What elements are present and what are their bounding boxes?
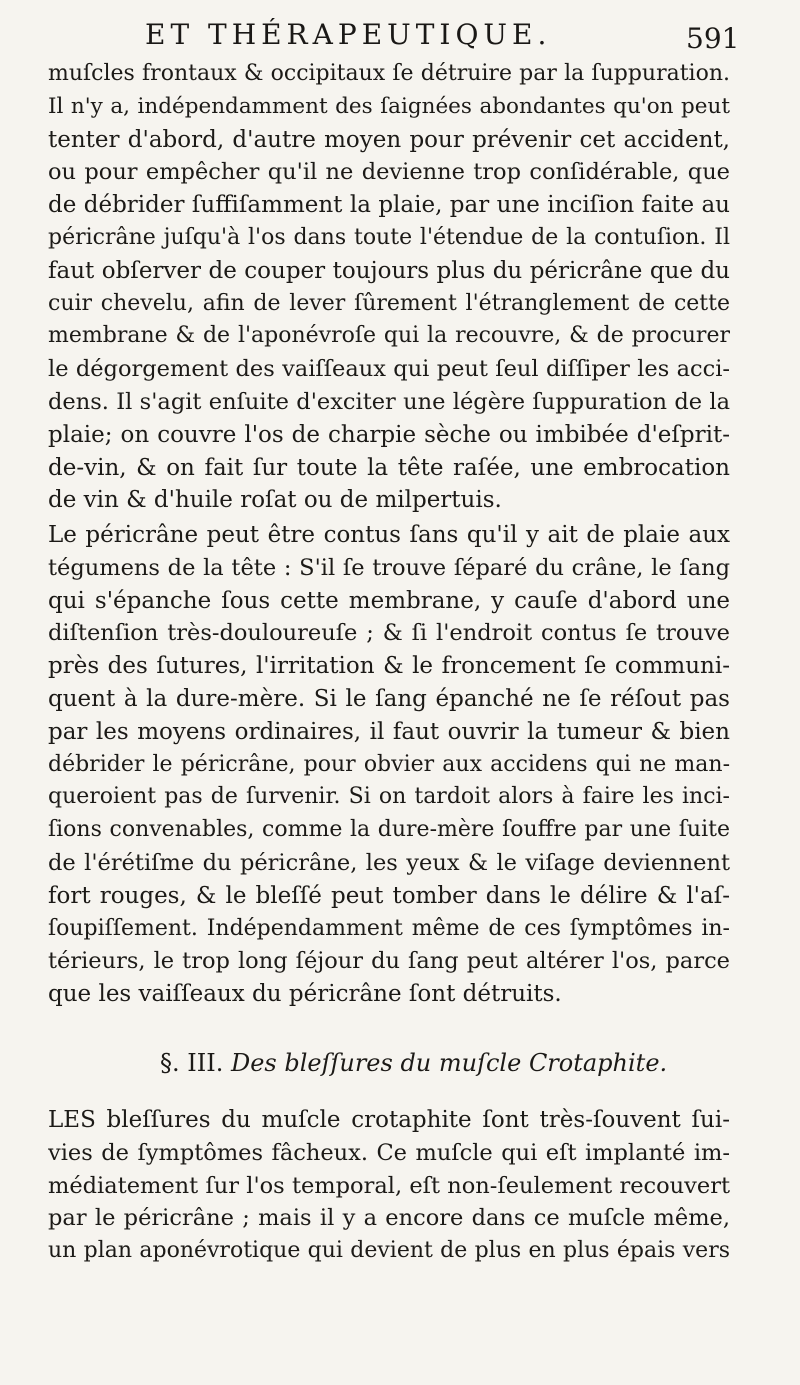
- text-line: que les vaiſſeaux du péricrâne ſont détruits.: [48, 981, 562, 1008]
- text-line: de vin & d'huile roſat ou de milpertuis.: [48, 487, 502, 514]
- text-line: muſcles frontaux & occipitaux ſe détruire par la ſuppuration.: [48, 61, 730, 86]
- text-line: médiatement ſur l'os temporal, eſt non-ſeulement recouvert: [48, 1172, 730, 1199]
- running-title: ET THÉRAPEUTIQUE.: [145, 18, 552, 51]
- section-heading: [160, 1049, 668, 1077]
- text-line: par le péricrâne ; mais il y a encore dans ce muſcle même,: [48, 1205, 730, 1232]
- text-line: de débrider ſuffiſamment la plaie, par une inciſion faite au: [48, 192, 730, 219]
- text-line: LES bleſſures du muſcle crotaphite ſont très-ſouvent ſui-: [48, 1107, 730, 1133]
- text-line: térieurs, le trop long ſéjour du ſang peut altérer l'os, parce: [48, 948, 730, 975]
- text-line: diſtenſion très-douloureuſe ; & ſi l'endroit contus ſe trouve: [48, 620, 730, 647]
- section-number: §. III.: [160, 1049, 224, 1077]
- text-line: de-vin, & on fait ſur toute la tête raſée, une embrocation: [48, 454, 730, 481]
- text-line: de l'érétiſme du péricrâne, les yeux & le viſage deviennent: [48, 849, 730, 876]
- section-title: Des bleſſures du muſcle Crotaphite.: [230, 1049, 668, 1077]
- text-line: près des ſutures, l'irritation & le froncement ſe communi-: [48, 653, 730, 680]
- text-line: tégumens de la tête : S'il ſe trouve ſéparé du crâne, le ſang: [48, 554, 730, 581]
- text-line: un plan aponévrotique qui devient de plus en plus épais vers: [48, 1238, 730, 1264]
- paragraph-3: [48, 1104, 730, 1268]
- text-line: fort rouges, & le bleſſé peut tomber dans le délire & l'aſ-: [48, 882, 730, 909]
- text-line: Il n'y a, indépendamment des ſaignées abondantes qu'on peut: [48, 93, 730, 119]
- text-line: cuir chevelu, afin de lever ſûrement l'étranglement de cette: [48, 290, 730, 316]
- text-line: débrider le péricrâne, pour obvier aux accidens qui ne man-: [48, 751, 730, 777]
- paragraph-2: [48, 519, 730, 1011]
- paragraph-1: [48, 58, 730, 517]
- text-line: ſions convenables, comme la dure-mère ſouffre par une ſuite: [48, 817, 730, 843]
- text-line: queroient pas de ſurvenir. Si on tardoit alors à faire les inci-: [48, 784, 730, 810]
- text-line: Le péricrâne peut être contus ſans qu'il y ait de plaie aux: [48, 522, 730, 548]
- text-line: dens. Il s'agit enſuite d'exciter une légère ſuppuration de la: [48, 388, 730, 415]
- text-line: qui s'épanche ſous cette membrane, y cauſe d'abord une: [48, 587, 730, 614]
- page-number: 591: [686, 22, 740, 55]
- text-line: le dégorgement des vaiſſeaux qui peut ſeul diſſiper les acci-: [48, 356, 730, 383]
- text-line: ſoupiſſement. Indépendamment même de ces ſymptômes in-: [48, 915, 730, 941]
- text-line: faut obſerver de couper toujours plus du péricrâne que du: [48, 257, 730, 284]
- text-line: vies de ſymptômes fâcheux. Ce muſcle qui eſt implanté im-: [48, 1139, 730, 1166]
- text-line: tenter d'abord, d'autre moyen pour prévenir cet accident,: [48, 126, 730, 153]
- text-line: par les moyens ordinaires, il faut ouvrir la tumeur & bien: [48, 718, 730, 745]
- text-line: plaie; on couvre l'os de charpie sèche ou imbibée d'eſprit-: [48, 421, 730, 448]
- text-line: péricrâne juſqu'à l'os dans toute l'étendue de la contuſion. Il: [48, 224, 730, 250]
- text-line: quent à la dure-mère. Si le ſang épanché ne ſe réſout pas: [48, 685, 730, 712]
- text-line: ou pour empêcher qu'il ne devienne trop conſidérable, que: [48, 159, 730, 186]
- text-line: membrane & de l'aponévroſe qui la recouvre, & de procurer: [48, 323, 730, 349]
